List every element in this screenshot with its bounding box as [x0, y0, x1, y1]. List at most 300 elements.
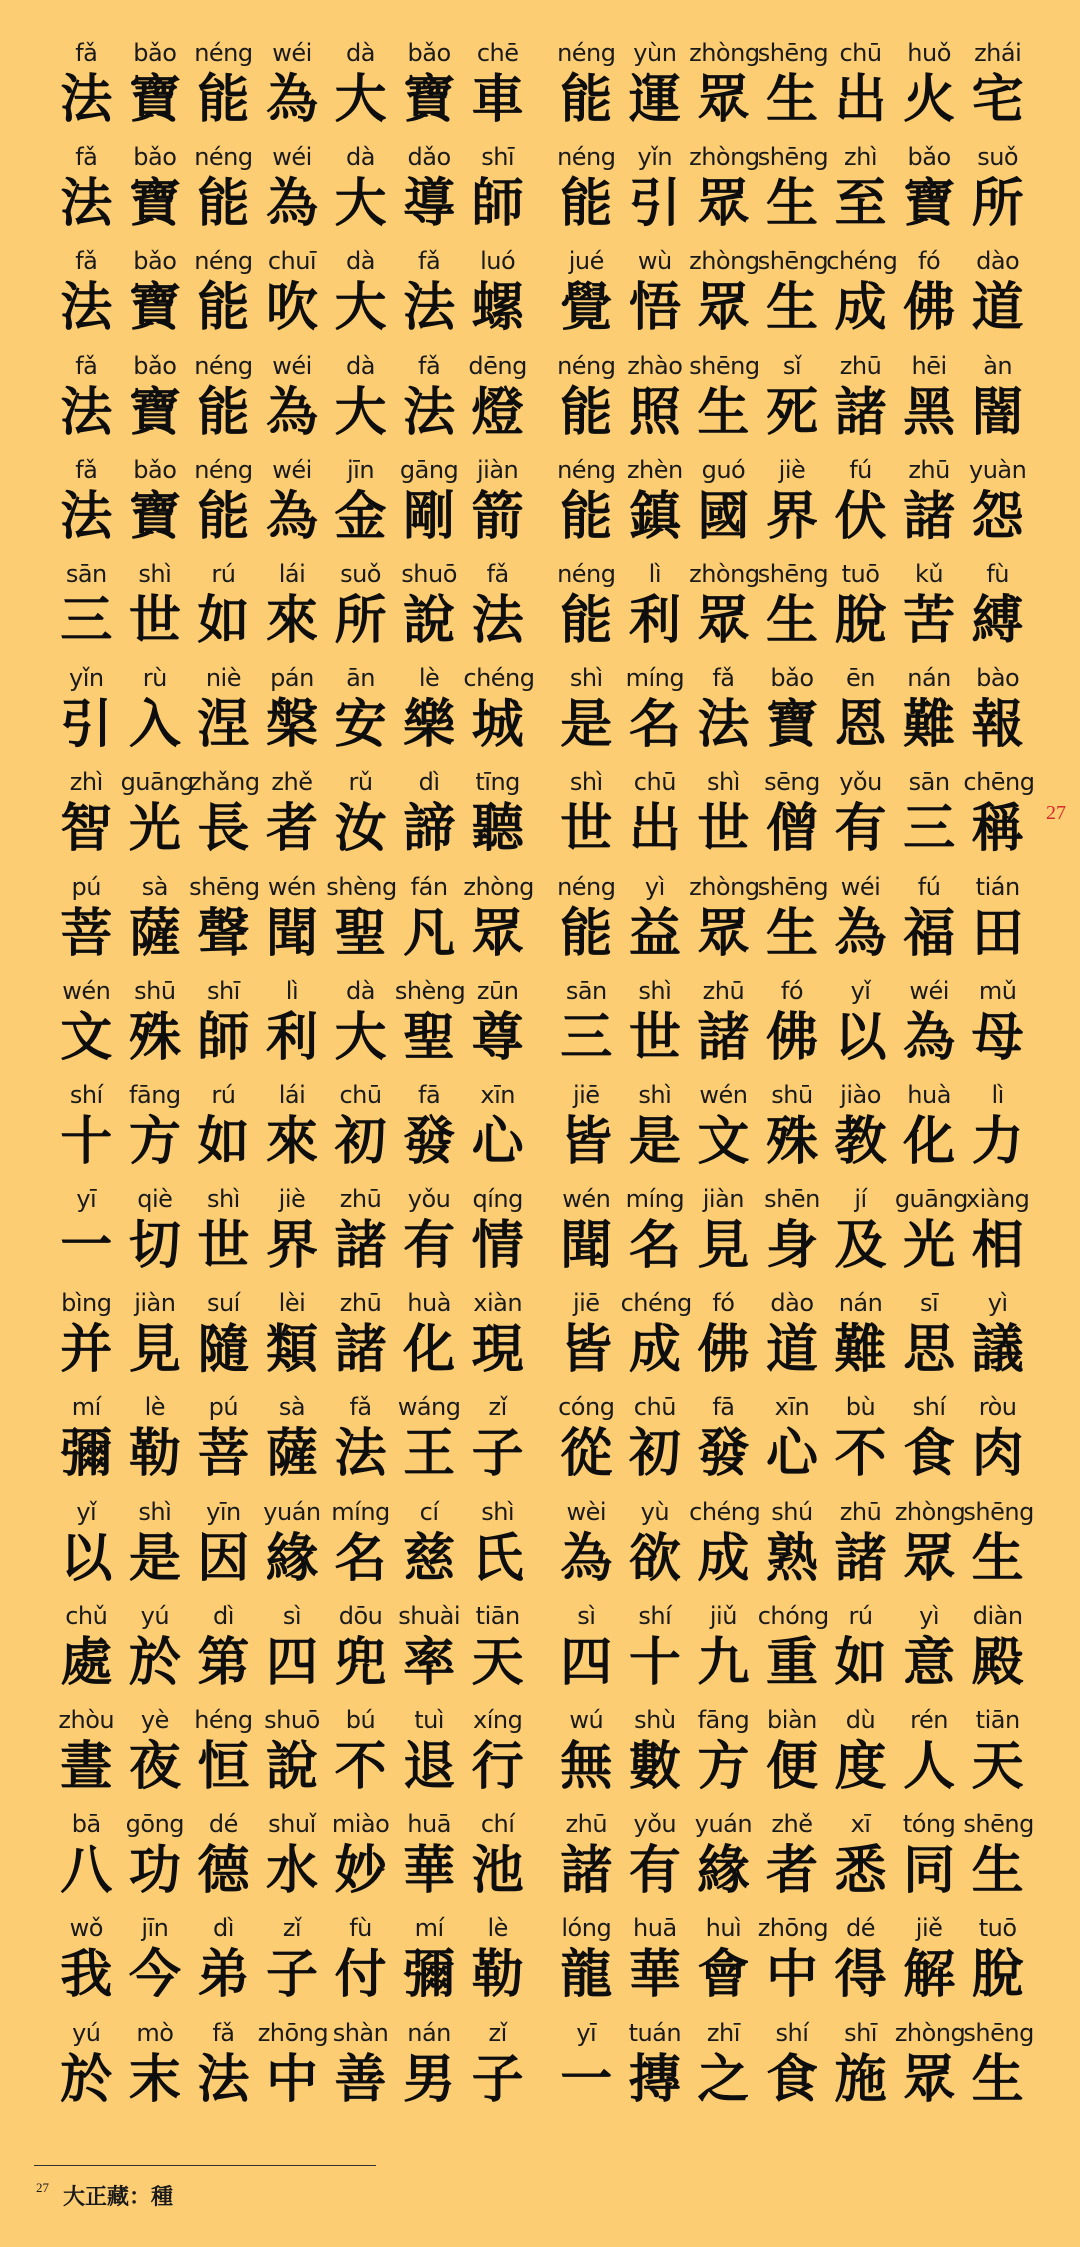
hanzi-char: 汝: [334, 799, 387, 860]
hanzi-char: 菩: [197, 1424, 250, 1485]
pinyin-syllable: wén: [699, 1080, 748, 1109]
hanzi-char: 皆: [560, 1111, 613, 1172]
pinyin-syllable: chū: [339, 1080, 382, 1109]
hanzi-char: 寶: [128, 382, 181, 443]
hanzi-char: 法: [471, 590, 524, 651]
pinyin-syllable: ròu: [978, 1393, 1017, 1422]
hanzi-char: 華: [628, 1945, 681, 2006]
hanzi-row: [52, 172, 532, 240]
pinyin-syllable: shū: [771, 1080, 813, 1109]
pinyin-syllable: néng: [557, 143, 616, 172]
verse-line: [552, 559, 1032, 663]
pinyin-syllable: míng: [331, 1497, 390, 1526]
hanzi-char: 法: [60, 70, 113, 130]
hanzi-row: [552, 1422, 1032, 1490]
pinyin-syllable: fù: [986, 559, 1009, 588]
hanzi-row: [52, 1318, 532, 1386]
verse-line: [552, 1080, 1032, 1184]
hanzi-char: 切: [128, 1216, 181, 1277]
hanzi-row: [52, 1631, 532, 1699]
hanzi-char: 緣: [265, 1528, 318, 1589]
pinyin-syllable: wú: [569, 1706, 604, 1734]
pinyin-syllable: shuǐ: [268, 1810, 316, 1839]
hanzi-char: 水: [265, 1841, 318, 1902]
pinyin-syllable: zhèn: [626, 455, 683, 484]
pinyin-syllable: zhòu: [58, 1706, 115, 1734]
hanzi-row: [52, 381, 532, 449]
pinyin-syllable: shī: [844, 2018, 877, 2047]
hanzi-char: 脫: [971, 1945, 1024, 2006]
pinyin-row: [552, 2018, 1032, 2048]
pinyin-syllable: pú: [208, 1393, 239, 1422]
pinyin-syllable: jiē: [572, 1080, 600, 1109]
hanzi-char: 為: [560, 1528, 613, 1589]
hanzi-char: 思: [903, 1320, 956, 1381]
hanzi-char: 子: [471, 2049, 524, 2110]
pinyin-syllable: wén: [62, 976, 111, 1005]
hanzi-char: 末: [128, 2049, 181, 2110]
pinyin-syllable: yǐn: [68, 664, 104, 693]
pinyin-syllable: lái: [278, 559, 306, 588]
pinyin-syllable: shí: [775, 2018, 809, 2047]
pinyin-syllable: wéi: [272, 455, 312, 484]
hanzi-char: 諸: [560, 1841, 613, 1902]
hanzi-char: 隨: [197, 1320, 250, 1381]
pinyin-syllable: yuán: [694, 1810, 753, 1839]
verse-line: [552, 246, 1032, 350]
footnote-number: 27: [36, 2180, 49, 2195]
hanzi-char: 人: [903, 1737, 956, 1797]
pinyin-syllable: shēng: [757, 872, 829, 901]
pinyin-syllable: shuō: [401, 559, 457, 588]
pinyin-syllable: fó: [780, 976, 804, 1005]
pinyin-syllable: wén: [267, 872, 317, 901]
pinyin-syllable: bù: [845, 1393, 876, 1422]
pinyin-syllable: zhòng: [689, 872, 760, 901]
pinyin-syllable: yuán: [263, 1497, 321, 1526]
hanzi-char: 生: [765, 278, 818, 339]
verse-line: [52, 1288, 532, 1392]
pinyin-syllable: yì: [919, 1601, 940, 1630]
pinyin-syllable: dà: [346, 143, 375, 172]
pinyin-row: [52, 1705, 532, 1735]
hanzi-char: 諸: [334, 1320, 387, 1381]
pinyin-syllable: yǒu: [407, 1185, 451, 1214]
verse-line: [552, 455, 1032, 559]
pinyin-syllable: chí: [480, 1810, 515, 1839]
hanzi-row: [52, 1214, 532, 1282]
pinyin-syllable: jiàn: [702, 1185, 745, 1214]
hanzi-row: [52, 1006, 532, 1074]
hanzi-char: 利: [628, 590, 681, 651]
pinyin-row: [552, 1497, 1032, 1527]
hanzi-char: 功: [128, 1841, 181, 1902]
pinyin-syllable: chū: [839, 39, 882, 67]
verse-line: [52, 351, 532, 455]
pinyin-row: [52, 559, 532, 589]
hanzi-char: 恩: [834, 695, 887, 756]
pinyin-syllable: fǎ: [418, 247, 441, 276]
pinyin-syllable: dà: [346, 976, 375, 1005]
pinyin-syllable: fó: [712, 1289, 735, 1318]
pinyin-syllable: mí: [71, 1393, 101, 1422]
hanzi-char: 以: [834, 1007, 887, 1068]
pinyin-syllable: sì: [282, 1601, 302, 1630]
hanzi-char: 悉: [834, 1841, 887, 1902]
pinyin-syllable: dōu: [338, 1601, 383, 1630]
pinyin-syllable: yī: [76, 1185, 97, 1214]
verse-line: [52, 976, 532, 1080]
pinyin-syllable: shì: [569, 768, 603, 797]
pinyin-syllable: yǐ: [76, 1497, 97, 1526]
pinyin-syllable: fǎ: [75, 143, 98, 172]
pinyin-syllable: jiē: [572, 1289, 600, 1318]
footnote-divider: [34, 2165, 376, 2166]
hanzi-char: 身: [765, 1216, 818, 1277]
hanzi-char: 能: [560, 590, 613, 651]
hanzi-char: 聖: [334, 903, 387, 964]
hanzi-char: 文: [60, 1007, 113, 1068]
verse-line: [52, 1392, 532, 1496]
pinyin-syllable: tuō: [978, 1914, 1017, 1943]
verse-line: [52, 142, 532, 246]
pinyin-syllable: zhī: [706, 2018, 740, 2047]
hanzi-char: 界: [265, 1216, 318, 1277]
pinyin-syllable: chéng: [689, 1497, 761, 1526]
hanzi-row: [552, 1735, 1032, 1803]
verse-line: [52, 455, 532, 559]
pinyin-syllable: bǎo: [133, 455, 177, 484]
hanzi-row: [552, 485, 1032, 553]
pinyin-syllable: sī: [920, 1289, 939, 1318]
hanzi-char: 中: [265, 2049, 318, 2110]
hanzi-row: [52, 693, 532, 761]
hanzi-char: 行: [471, 1737, 524, 1797]
pinyin-syllable: zhōng: [757, 1914, 829, 1943]
pinyin-syllable: guó: [701, 455, 746, 484]
hanzi-char: 發: [697, 1424, 750, 1485]
hanzi-char: 佛: [903, 278, 956, 339]
hanzi-char: 引: [628, 174, 681, 235]
pinyin-syllable: gōng: [125, 1810, 185, 1839]
pinyin-syllable: wéi: [272, 351, 312, 380]
hanzi-char: 闇: [971, 382, 1024, 443]
hanzi-char: 重: [765, 1632, 818, 1693]
right-verse-column: [552, 38, 1066, 2122]
hanzi-char: 名: [628, 695, 681, 756]
hanzi-char: 難: [834, 1320, 887, 1381]
pinyin-row: [552, 1080, 1032, 1110]
verse-line: [52, 872, 532, 976]
hanzi-char: 兜: [334, 1632, 387, 1693]
pinyin-syllable: huà: [407, 1289, 451, 1318]
hanzi-char: 生: [765, 174, 818, 235]
verse-line: [52, 1913, 532, 2017]
hanzi-char: 如: [834, 1632, 887, 1693]
pinyin-syllable: zhǎng: [189, 768, 260, 797]
verse-line: [52, 1705, 532, 1809]
pinyin-syllable: wǒ: [69, 1914, 103, 1943]
hanzi-char: 摶: [628, 2049, 681, 2110]
hanzi-char: 運: [628, 70, 681, 130]
hanzi-char: 於: [128, 1632, 181, 1693]
verse-line: [552, 1288, 1032, 1392]
hanzi-char: 佛: [765, 1007, 818, 1068]
hanzi-char: 皆: [560, 1320, 613, 1381]
hanzi-char: 是: [628, 1111, 681, 1172]
hanzi-row: [552, 797, 1032, 865]
pinyin-syllable: zhū: [702, 976, 745, 1005]
hanzi-char: 如: [197, 590, 250, 651]
hanzi-char: 來: [265, 590, 318, 651]
pinyin-syllable: shēng: [757, 247, 829, 276]
pinyin-syllable: tuán: [628, 2018, 682, 2047]
pinyin-syllable: néng: [194, 455, 253, 484]
pinyin-syllable: shèng: [326, 872, 397, 901]
pinyin-syllable: fú: [849, 455, 872, 484]
hanzi-char: 議: [971, 1320, 1024, 1381]
hanzi-char: 金: [334, 486, 387, 547]
hanzi-char: 能: [197, 278, 250, 339]
hanzi-char: 國: [697, 486, 750, 547]
pinyin-syllable: shì: [138, 559, 172, 588]
hanzi-char: 凡: [403, 903, 456, 964]
pinyin-syllable: zǐ: [488, 1393, 507, 1422]
pinyin-syllable: zhě: [271, 768, 313, 797]
pinyin-syllable: zǐ: [488, 2018, 507, 2047]
hanzi-char: 法: [403, 278, 456, 339]
pinyin-syllable: shù: [634, 1706, 676, 1734]
hanzi-char: 能: [197, 70, 250, 130]
hanzi-char: 男: [403, 2049, 456, 2110]
hanzi-char: 法: [697, 695, 750, 756]
pinyin-syllable: shēng: [963, 2018, 1034, 2047]
hanzi-char: 眾: [697, 903, 750, 964]
hanzi-char: 眾: [697, 70, 750, 130]
pinyin-syllable: huā: [407, 1810, 451, 1839]
pinyin-row: [552, 1392, 1032, 1422]
pinyin-row: [552, 246, 1032, 276]
hanzi-char: 十: [60, 1111, 113, 1172]
hanzi-char: 恒: [197, 1737, 250, 1797]
pinyin-syllable: huǒ: [907, 39, 951, 67]
verse-line: [52, 38, 532, 142]
pinyin-syllable: shí: [69, 1080, 103, 1109]
hanzi-char: 情: [471, 1216, 524, 1277]
pinyin-row: [52, 1601, 532, 1631]
pinyin-syllable: néng: [557, 455, 616, 484]
hanzi-char: 諸: [334, 1216, 387, 1277]
pinyin-syllable: shū: [134, 976, 176, 1005]
pinyin-syllable: sì: [577, 1601, 596, 1630]
pinyin-syllable: gāng: [399, 455, 459, 484]
pinyin-syllable: suǒ: [977, 143, 1019, 172]
hanzi-char: 能: [197, 382, 250, 443]
hanzi-char: 生: [765, 903, 818, 964]
pinyin-syllable: jiǔ: [709, 1601, 737, 1630]
verse-line: [52, 663, 535, 767]
pinyin-syllable: guāng: [120, 768, 194, 797]
pinyin-syllable: dé: [846, 1914, 876, 1943]
pinyin-row: [52, 2018, 532, 2048]
hanzi-char: 力: [971, 1111, 1024, 1172]
hanzi-char: 弟: [197, 1945, 250, 2006]
hanzi-char: 四: [560, 1632, 613, 1693]
hanzi-char: 道: [765, 1320, 818, 1381]
pinyin-syllable: sān: [908, 768, 950, 797]
hanzi-char: 見: [128, 1320, 181, 1381]
verse-line: [552, 1601, 1032, 1705]
pinyin-syllable: shì: [638, 1080, 672, 1109]
hanzi-char: 化: [903, 1111, 956, 1172]
verse-line: [52, 1184, 532, 1288]
hanzi-char: 初: [334, 1111, 387, 1172]
pinyin-syllable: miào: [331, 1810, 390, 1839]
pinyin-syllable: chéng: [463, 664, 535, 693]
hanzi-char: 有: [628, 1841, 681, 1902]
pinyin-syllable: shēng: [757, 143, 829, 172]
hanzi-row: [552, 1006, 1032, 1074]
hanzi-char: 解: [903, 1945, 956, 2006]
pinyin-syllable: dà: [346, 247, 375, 276]
pinyin-syllable: lè: [487, 1914, 508, 1943]
pinyin-syllable: chóng: [757, 1601, 829, 1630]
pinyin-syllable: luó: [480, 247, 516, 276]
pinyin-row: [552, 1809, 1032, 1839]
hanzi-char: 福: [903, 903, 956, 964]
pinyin-row: [52, 872, 532, 902]
hanzi-row: [552, 693, 1032, 761]
pinyin-row: [552, 1913, 1032, 1943]
pinyin-syllable: zūn: [476, 976, 519, 1005]
hanzi-char: 以: [60, 1528, 113, 1589]
hanzi-char: 引: [60, 695, 113, 756]
hanzi-char: 諸: [903, 486, 956, 547]
pinyin-syllable: sǐ: [782, 351, 802, 380]
hanzi-char: 尊: [471, 1007, 524, 1068]
hanzi-char: 初: [628, 1424, 681, 1485]
hanzi-char: 為: [834, 903, 887, 964]
pinyin-syllable: yùn: [633, 39, 677, 67]
pinyin-syllable: rú: [211, 559, 236, 588]
pinyin-syllable: sà: [278, 1393, 306, 1422]
pinyin-syllable: chē: [476, 39, 519, 67]
hanzi-char: 入: [128, 695, 181, 756]
hanzi-char: 成: [697, 1528, 750, 1589]
hanzi-char: 生: [971, 2049, 1024, 2110]
hanzi-char: 世: [697, 799, 750, 860]
pinyin-row: [52, 142, 532, 172]
hanzi-char: 法: [334, 1424, 387, 1485]
hanzi-char: 不: [334, 1737, 387, 1797]
verse-line: [52, 559, 532, 663]
pinyin-syllable: cí: [419, 1497, 439, 1526]
pinyin-syllable: dù: [845, 1706, 876, 1734]
hanzi-char: 食: [765, 2049, 818, 2110]
hanzi-char: 苦: [903, 590, 956, 651]
hanzi-row: [552, 1527, 1032, 1595]
pinyin-syllable: bǎo: [133, 143, 177, 172]
pinyin-syllable: shèng: [394, 976, 466, 1005]
hanzi-char: 名: [628, 1216, 681, 1277]
hanzi-char: 緣: [697, 1841, 750, 1902]
hanzi-char: 者: [765, 1841, 818, 1902]
hanzi-char: 子: [265, 1945, 318, 2006]
pinyin-syllable: yè: [140, 1706, 169, 1734]
hanzi-char: 聲: [197, 903, 250, 964]
hanzi-char: 勒: [128, 1424, 181, 1485]
pinyin-row: [52, 1497, 532, 1527]
hanzi-char: 脫: [834, 590, 887, 651]
pinyin-syllable: zhū: [839, 351, 882, 380]
hanzi-char: 同: [903, 1841, 956, 1902]
pinyin-row: [552, 1601, 1032, 1631]
pinyin-syllable: yú: [140, 1601, 170, 1630]
pinyin-row: [52, 246, 532, 276]
pinyin-syllable: fāng: [129, 1080, 181, 1109]
pinyin-syllable: shì: [206, 1185, 240, 1214]
pinyin-syllable: tóng: [902, 1810, 956, 1839]
hanzi-char: 車: [471, 70, 524, 130]
pinyin-syllable: yǒu: [839, 768, 882, 797]
hanzi-char: 能: [560, 382, 613, 443]
hanzi-row: [52, 1735, 532, 1803]
pinyin-syllable: pú: [71, 872, 101, 901]
hanzi-char: 為: [265, 486, 318, 547]
pinyin-syllable: xīn: [774, 1393, 810, 1422]
hanzi-char: 諦: [403, 799, 456, 860]
hanzi-char: 薩: [128, 903, 181, 964]
hanzi-char: 夜: [128, 1737, 181, 1797]
hanzi-char: 世: [560, 799, 613, 860]
pinyin-syllable: yǐn: [637, 143, 673, 172]
hanzi-char: 施: [834, 2049, 887, 2110]
hanzi-char: 智: [60, 799, 113, 860]
pinyin-syllable: rén: [910, 1706, 948, 1734]
pinyin-syllable: bǎo: [407, 39, 451, 67]
pinyin-syllable: guāng: [894, 1185, 968, 1214]
pinyin-syllable: zhū: [565, 1810, 608, 1839]
pinyin-syllable: zhòng: [689, 559, 760, 588]
pinyin-syllable: wéi: [840, 872, 881, 901]
hanzi-char: 報: [971, 695, 1024, 756]
hanzi-char: 一: [60, 1216, 113, 1277]
pinyin-syllable: ān: [346, 664, 375, 693]
pinyin-syllable: rǔ: [348, 768, 373, 797]
hanzi-char: 城: [471, 695, 524, 756]
verse-line: [552, 142, 1032, 246]
hanzi-char: 成: [834, 278, 887, 339]
pinyin-syllable: chuī: [267, 247, 317, 276]
hanzi-char: 欲: [628, 1528, 681, 1589]
pinyin-syllable: shēng: [963, 1497, 1034, 1526]
hanzi-char: 十: [628, 1632, 681, 1693]
hanzi-row: [552, 276, 1032, 344]
hanzi-char: 方: [128, 1111, 181, 1172]
pinyin-syllable: hēi: [911, 351, 947, 380]
pinyin-syllable: lì: [648, 559, 662, 588]
hanzi-char: 燈: [471, 382, 524, 443]
hanzi-row: [52, 1110, 532, 1178]
hanzi-char: 生: [765, 70, 818, 130]
hanzi-char: 天: [971, 1737, 1024, 1797]
hanzi-char: 母: [971, 1007, 1024, 1068]
hanzi-char: 心: [471, 1111, 524, 1172]
pinyin-syllable: huā: [633, 1914, 677, 1943]
pinyin-syllable: néng: [557, 39, 616, 67]
pinyin-row: [552, 1184, 1032, 1214]
pinyin-syllable: wèi: [566, 1497, 607, 1526]
